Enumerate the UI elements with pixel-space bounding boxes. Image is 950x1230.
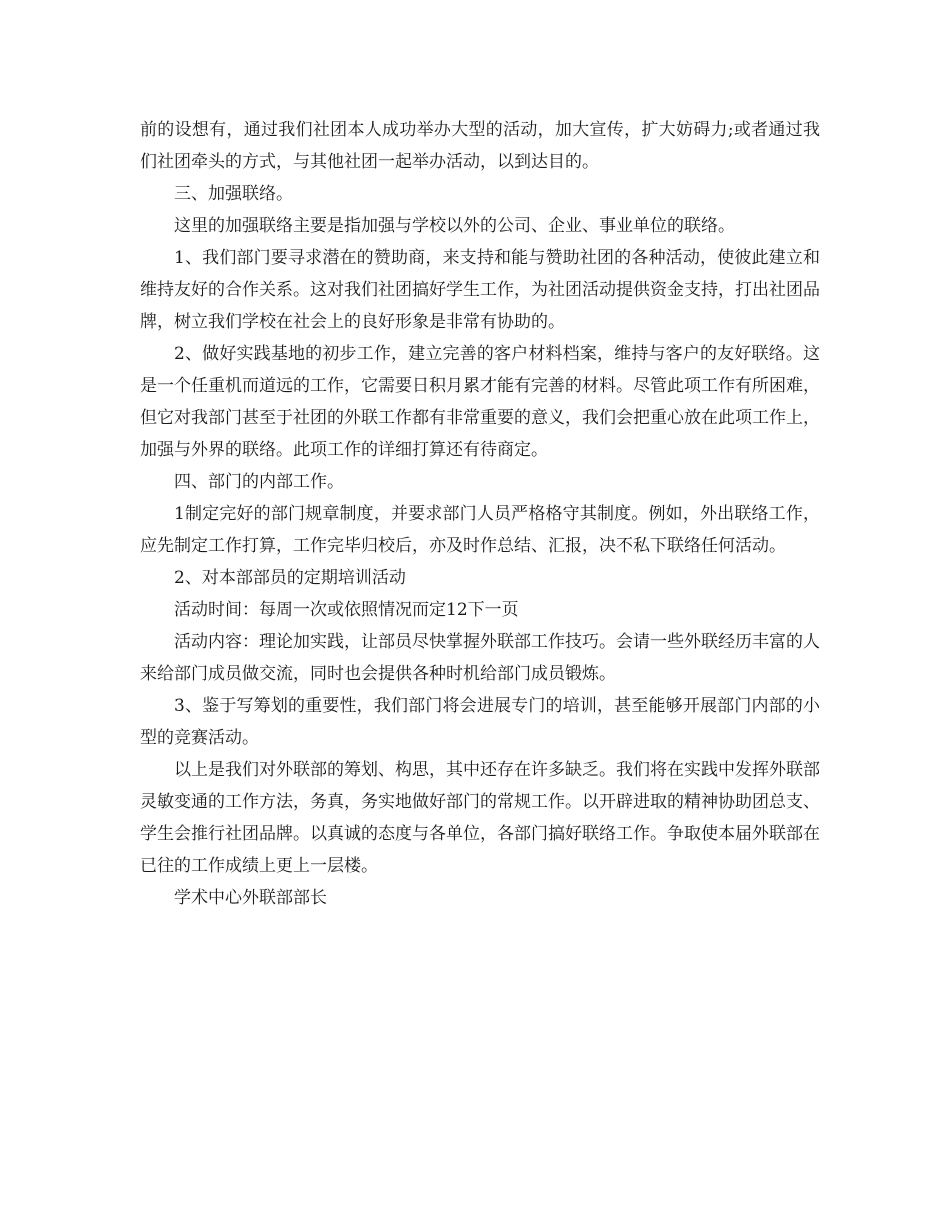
- document-body: [140, 114, 820, 914]
- paragraph-6: 2、对本部部员的定期培训活动: [174, 568, 406, 588]
- paragraph-8: 活动内容：理论加实践，让部员尽快掌握外联部工作技巧。会请一些外联经历丰富的人来给部门成员做交流，同时也会提供各种时机给部门成员锻炼。: [140, 632, 820, 684]
- paragraph-10: 以上是我们对外联部的筹划、构思，其中还存在许多缺乏。我们将在实践中发挥外联部灵敏变通的工作方法，务真，务实地做好部门的常规工作。以开辟进取的精神协助团总支、学生会推行社团品牌。以真诚的态度与各单位，各部门搞好联络工作。争取使本届外联部在已往的工作成绩上更上一层楼。: [140, 760, 820, 876]
- paragraph-9: 3、鉴于写筹划的重要性，我们部门将会进展专门的培训，甚至能够开展部门内部的小型的竞赛活动。: [140, 696, 820, 748]
- signature-line: 学术中心外联部部长: [174, 888, 327, 908]
- paragraph-3: 1、我们部门要寻求潜在的赞助商，来支持和能与赞助社团的各种活动，使彼此建立和维持友好的合作关系。这对我们社团搞好学生工作，为社团活动提供资金支持，打出社团品牌，树立我们学校在社会上的良好形象是非常有协助的。: [140, 248, 820, 332]
- section-heading-4: 四、部门的内部工作。: [174, 472, 344, 492]
- paragraph-2: 这里的加强联络主要是指加强与学校以外的公司、企业、事业单位的联络。: [174, 216, 735, 236]
- paragraph-4: 2、做好实践基地的初步工作，建立完善的客户材料档案，维持与客户的友好联络。这是一个任重机而道远的工作，它需要日积月累才能有完善的材料。尽管此项工作有所困难，但它对我部门甚至于社团的外联工作都有非常重要的意义，我们会把重心放在此项工作上，加强与外界的联络。此项工作的详细打算还有待商定。: [140, 344, 820, 460]
- section-heading-3: 三、加强联络。: [174, 184, 293, 204]
- paragraph-1: 前的设想有，通过我们社团本人成功举办大型的活动，加大宣传，扩大妨碍力;或者通过我们社团牵头的方式，与其他社团一起举办活动，以到达目的。: [140, 120, 820, 172]
- paragraph-5: 1制定完好的部门规章制度，并要求部门人员严格格守其制度。例如，外出联络工作，应先制定工作打算，工作完毕归校后，亦及时作总结、汇报，决不私下联络任何活动。: [140, 504, 820, 556]
- paragraph-7: 活动时间：每周一次或依照情况而定12下一页: [174, 600, 519, 620]
